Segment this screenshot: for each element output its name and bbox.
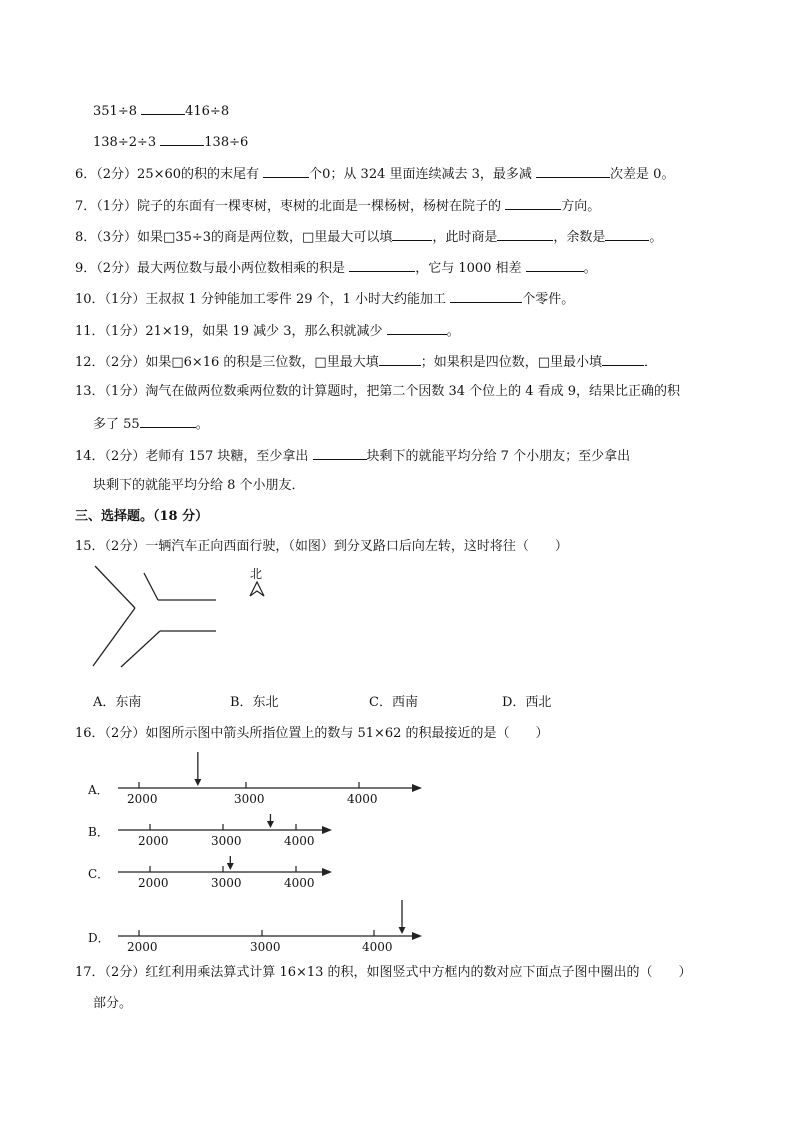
compare-right: 416÷8 — [185, 104, 230, 119]
tick-label: 3000 — [234, 792, 265, 806]
q7-text-b: 方向。 — [561, 199, 601, 214]
q8-text-b: ，此时商是 — [432, 230, 498, 245]
option-a[interactable] — [93, 694, 141, 712]
option-label: C．西南 — [369, 695, 418, 710]
q6-text-c: 次差是 0。 — [610, 167, 675, 182]
answer-blank[interactable] — [349, 258, 415, 272]
compare-line-1 — [93, 101, 229, 121]
question-6 — [75, 164, 674, 184]
q14-text-b: 块剩下的就能平均分给 7 个小朋友；至少拿出 — [366, 449, 631, 464]
q10-text-a: 10．（1分）王叔叔 1 分钟能加工零件 29 个，1 小时大约能加工 — [75, 292, 451, 307]
q14-text-a: 14．（2分）老师有 157 块糖，至少拿出 — [75, 449, 313, 464]
answer-blank[interactable] — [160, 132, 204, 146]
q11-text-a: 11．（1分）21×19，如果 19 减少 3，那么积就减少 — [75, 324, 387, 339]
road-fork-diagram — [88, 563, 318, 673]
tick-label: 3000 — [250, 940, 281, 954]
question-13 — [75, 383, 680, 401]
q13-text-b: 多了 55 — [93, 417, 140, 432]
compare-left: 351÷8 — [93, 104, 142, 119]
q9-text-b: ，它与 1000 相差 — [415, 261, 526, 276]
north-arrow-icon — [246, 566, 270, 602]
answer-blank[interactable] — [392, 227, 432, 241]
q9-text-a: 9．（2分）最大两位数与最小两位数相乘的积是 — [75, 261, 350, 276]
question-17: 17．（2分）红红利用乘法算式计算 16×13 的积，如图竖式中方框内的数对应下面点子图中圈出的（ ） — [75, 965, 692, 980]
q12-text-b: ；如果积是四位数，□里最小填 — [420, 355, 603, 370]
question-14-cont — [93, 477, 305, 495]
question-12 — [75, 352, 657, 372]
option-b[interactable] — [230, 694, 279, 712]
answer-blank[interactable] — [140, 414, 196, 428]
pointer-arrowhead-icon — [267, 821, 274, 828]
answer-blank[interactable] — [379, 352, 421, 366]
option-label: D．西北 — [502, 695, 552, 710]
section-heading: 三、选择题。（18 分） — [75, 509, 209, 524]
option-label: A．东南 — [93, 695, 142, 710]
axis-arrowhead-icon — [322, 868, 332, 876]
q6-text-b: 个0；从 324 里面连续减去 3，最多减 — [309, 167, 537, 182]
compare-right: 138÷6 — [204, 135, 249, 150]
question-10 — [75, 289, 574, 309]
answer-blank[interactable] — [141, 101, 185, 115]
north-label: 北 — [250, 567, 263, 581]
option-letter: A． — [88, 783, 109, 797]
answer-blank[interactable] — [605, 227, 649, 241]
q8-text-a: 8．（3分）如果□35÷3的商是两位数，□里最大可以填 — [75, 230, 393, 245]
question-14 — [75, 446, 630, 466]
question-15: 15．（2分）一辆汽车正向西面行驶，（如图）到分叉路口后向左转，这时将往（ ） — [75, 539, 568, 554]
tick-label: 3000 — [211, 876, 242, 890]
answer-blank[interactable] — [450, 289, 522, 303]
question-13-cont — [93, 414, 209, 434]
q13-text-a: 13．（1分）淘气在做两位数乘两位数的计算题时，把第二个因数 34 个位上的 4 看成 9，结果比正确的积 — [75, 384, 681, 399]
option-letter: D． — [88, 931, 110, 945]
q6-text-a: 6．（2分）25×60的积的末尾有 — [75, 167, 264, 182]
compare-left: 138÷2÷3 — [93, 135, 161, 150]
answer-blank[interactable] — [497, 227, 553, 241]
q8-text-c: ，余数是 — [553, 230, 606, 245]
number-lines-figure[interactable] — [88, 750, 448, 962]
q11-text-b: 。 — [446, 324, 460, 339]
option-d[interactable] — [502, 694, 551, 712]
option-c[interactable] — [369, 694, 418, 712]
q7-text-a: 7．（1分）院子的东面有一棵枣树，枣树的北面是一棵杨树，杨树在院子的 — [75, 199, 506, 214]
answer-blank[interactable] — [526, 258, 584, 272]
option-label: B．东北 — [230, 695, 279, 710]
option-letter: C． — [88, 867, 110, 881]
q12-text-c: ． — [644, 355, 658, 370]
answer-blank[interactable] — [263, 164, 309, 178]
tick-label: 2000 — [138, 876, 169, 890]
tick-label: 4000 — [284, 834, 315, 848]
axis-arrowhead-icon — [412, 784, 422, 792]
q13-text-c: 。 — [195, 417, 209, 432]
answer-blank[interactable] — [387, 321, 447, 335]
question-17-cont: 部分。 — [93, 996, 133, 1011]
tick-label: 3000 — [211, 834, 242, 848]
pointer-arrowhead-icon — [399, 927, 406, 934]
axis-arrowhead-icon — [412, 932, 422, 940]
answer-blank[interactable] — [602, 352, 644, 366]
q14-text-c: 块剩下的就能平均分给 8 个小朋友． — [93, 478, 305, 493]
question-8 — [75, 227, 662, 247]
tick-label: 2000 — [127, 940, 158, 954]
pointer-arrowhead-icon — [227, 863, 234, 870]
question-7 — [75, 196, 600, 216]
q10-text-b: 个零件。 — [522, 292, 575, 307]
axis-arrowhead-icon — [322, 826, 332, 834]
q8-text-d: 。 — [649, 230, 663, 245]
option-letter: B． — [88, 825, 109, 839]
q9-text-c: 。 — [583, 261, 597, 276]
tick-label: 2000 — [138, 834, 169, 848]
answer-blank[interactable] — [505, 196, 561, 210]
answer-blank[interactable] — [313, 446, 367, 460]
compare-line-2 — [93, 132, 248, 152]
answer-blank[interactable] — [536, 164, 610, 178]
q12-text-a: 12．（2分）如果□6×16 的积是三位数，□里最大填 — [75, 355, 379, 370]
tick-label: 4000 — [347, 792, 378, 806]
question-16: 16．（2分）如图所示图中箭头所指位置上的数与 51×62 的积最接近的是（ ） — [75, 726, 549, 741]
question-11 — [75, 321, 460, 341]
question-9 — [75, 258, 597, 278]
tick-label: 4000 — [362, 940, 393, 954]
tick-label: 4000 — [284, 876, 315, 890]
tick-label: 2000 — [127, 792, 158, 806]
pointer-arrowhead-icon — [194, 779, 201, 786]
